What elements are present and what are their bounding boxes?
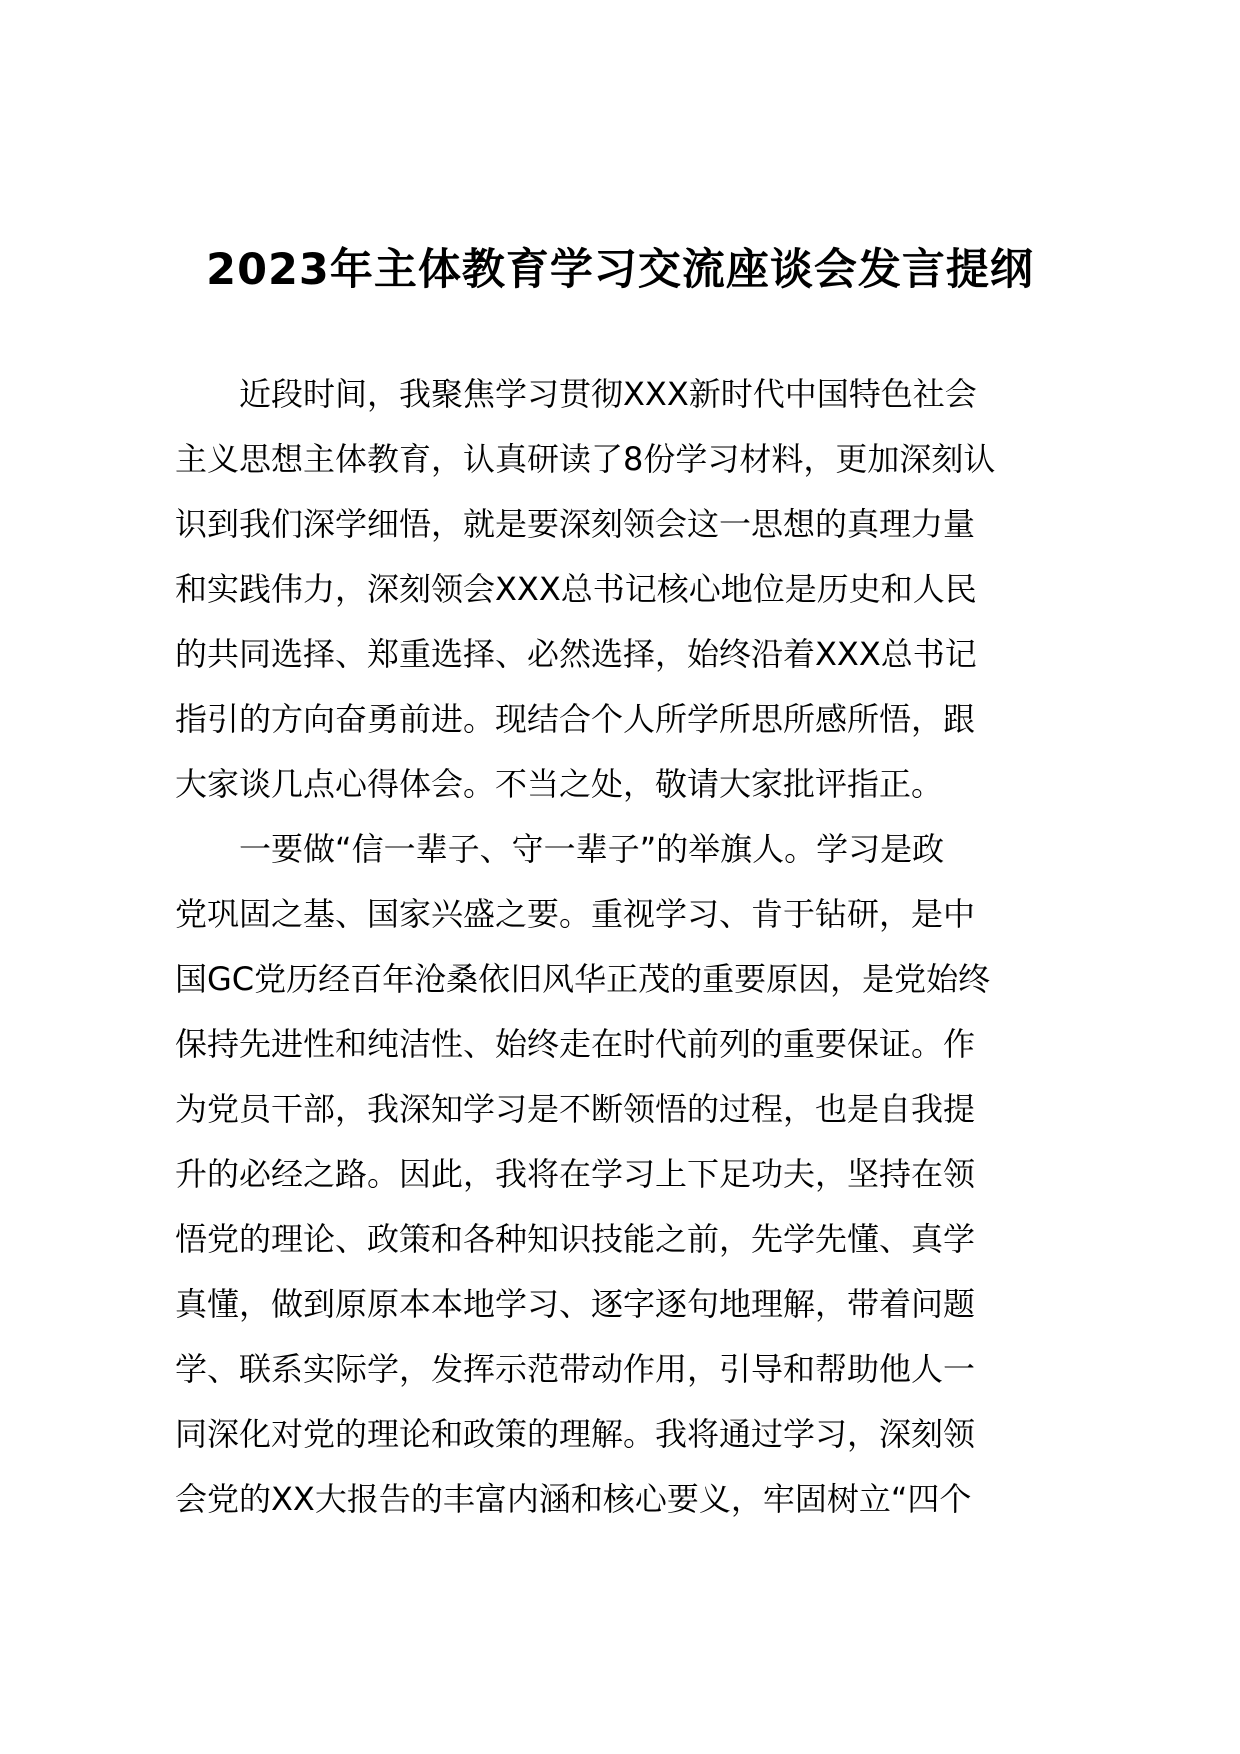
paragraph-line: 升的必经之路。因此，我将在学习上下足功夫，坚持在领 [175, 1155, 976, 1193]
paragraph-2 [175, 817, 1105, 1532]
paragraph-1 [175, 362, 1105, 817]
paragraph-line: 同深化对党的理论和政策的理解。我将通过学习，深刻领 [175, 1415, 976, 1453]
paragraph-line: 指引的方向奋勇前进。现结合个人所学所思所感所悟，跟 [175, 700, 976, 738]
paragraph-line: 学、联系实际学，发挥示范带动作用，引导和帮助他人一 [175, 1350, 976, 1388]
paragraph-line: 识到我们深学细悟，就是要深刻领会这一思想的真理力量 [175, 505, 976, 543]
paragraph-line: 近段时间，我聚焦学习贯彻XXX新时代中国特色社会 [239, 375, 977, 413]
paragraph-line: 会党的XX大报告的丰富内涵和核心要义，牢固树立“四个 [175, 1480, 972, 1518]
paragraph-line: 党巩固之基、国家兴盛之要。重视学习、肯于钻研，是中 [175, 895, 976, 933]
paragraph-line: 大家谈几点心得体会。不当之处，敬请大家批评指正。 [175, 765, 944, 803]
paragraph-line: 主义思想主体教育，认真研读了8份学习材料，更加深刻认 [175, 440, 996, 478]
paragraph-line: 和实践伟力，深刻领会XXX总书记核心地位是历史和人民 [175, 570, 977, 608]
document-body [175, 362, 1105, 1532]
document-title: 2023年主体教育学习交流座谈会发言提纲 [206, 245, 1034, 295]
paragraph-line: 悟党的理论、政策和各种知识技能之前，先学先懂、真学 [175, 1220, 976, 1258]
paragraph-line: 一要做“信一辈子、守一辈子”的举旗人。学习是政 [239, 830, 945, 868]
paragraph-line: 为党员干部，我深知学习是不断领悟的过程，也是自我提 [175, 1090, 976, 1128]
paragraph-line: 真懂，做到原原本本地学习、逐字逐句地理解，带着问题 [175, 1285, 976, 1323]
paragraph-line: 国GC党历经百年沧桑依旧风华正茂的重要原因，是党始终 [175, 960, 991, 998]
paragraph-line: 保持先进性和纯洁性、始终走在时代前列的重要保证。作 [175, 1025, 976, 1063]
paragraph-line: 的共同选择、郑重选择、必然选择，始终沿着XXX总书记 [175, 635, 977, 673]
